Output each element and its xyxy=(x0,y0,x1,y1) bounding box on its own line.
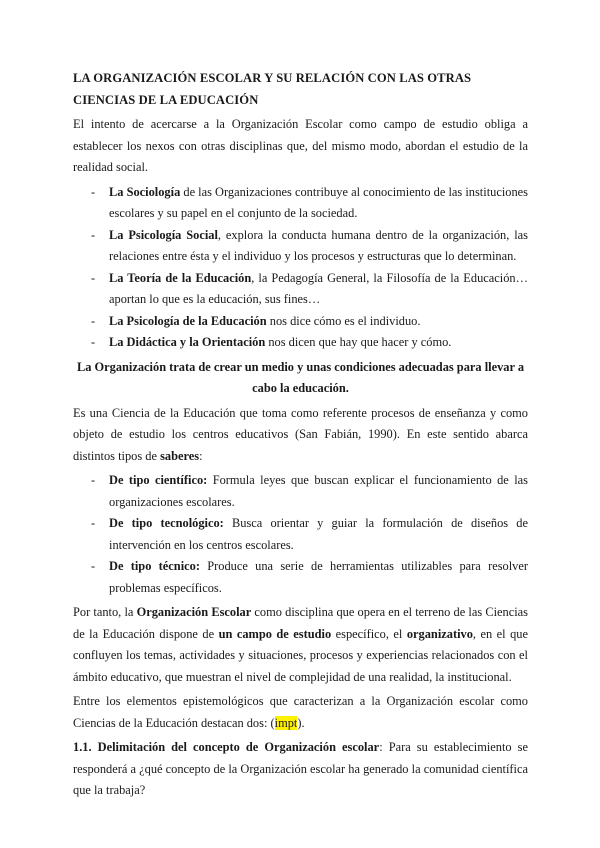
paragraph-text: : Para su establecimiento se responderá a ¿qué concepto de la Organización escolar ha generado la comunidad científica que la trabaja? xyxy=(73,740,528,797)
science-paragraph xyxy=(73,403,528,468)
paragraph-text: : xyxy=(199,448,203,463)
knowledge-types-list xyxy=(73,470,528,599)
highlighted-note: impt xyxy=(274,715,298,730)
dash-marker: - xyxy=(91,335,96,349)
paragraph-text: Entre los elementos epistemológicos que caracterizan a la Organización escolar como Ciencias de la Educación destacan dos: ( xyxy=(73,694,528,730)
list-item-psicologia-social xyxy=(73,225,528,268)
dash-marker: - xyxy=(91,313,96,328)
dash-marker: - xyxy=(91,227,96,242)
paragraph-text: Es una Ciencia de la Educación que toma como referente procesos de enseñanza y como objeto de estudio los centros educativos (San Fabián, 1990). En este sentido abarca distintos tipos de xyxy=(73,405,528,463)
paragraph-term: un campo de estudio xyxy=(218,626,332,641)
list-item-term: La Didáctica y la Orientación xyxy=(109,335,266,349)
list-item-term: De tipo tecnológico: xyxy=(109,516,224,530)
paragraph-term: saberes xyxy=(160,448,200,463)
list-item-text: nos dicen que hay que hacer y cómo. xyxy=(265,335,452,349)
list-item-psicologia-educacion xyxy=(73,311,528,333)
elements-paragraph xyxy=(73,691,528,734)
dash-marker: - xyxy=(91,270,96,285)
disciplines-list xyxy=(73,182,528,354)
dash-marker: - xyxy=(91,559,96,573)
list-item-text: nos dice cómo es el individuo. xyxy=(266,313,421,328)
list-item-tecnico xyxy=(73,556,528,599)
dash-marker: - xyxy=(91,473,96,487)
paragraph-text: ). xyxy=(297,715,305,730)
conclusion-paragraph xyxy=(73,602,528,688)
list-item-cientifico xyxy=(73,470,528,513)
list-item-term: De tipo científico: xyxy=(109,473,208,487)
section-paragraph xyxy=(73,737,528,802)
section-heading: 1.1. Delimitación del concepto de Organización escolar xyxy=(73,740,380,754)
paragraph-text: , en el que confluyen los temas, actividades y situaciones, procesos y experiencias relacionados con el ámbito educativo, que muestran el nivel de complejidad de una realidad, la institucional. xyxy=(73,626,528,684)
intro-paragraph: El intento de acercarse a la Organización Escolar como campo de estudio obliga a establecer los nexos con otras disciplinas que, del mismo modo, abordan el estudio de la realidad social. xyxy=(73,117,528,174)
list-item-term: La Psicología Social xyxy=(109,227,218,242)
list-item-sociologia xyxy=(73,182,528,225)
list-item-term: La Sociología xyxy=(109,184,181,199)
list-item-didactica xyxy=(73,332,528,354)
list-item-term: De tipo técnico: xyxy=(109,559,200,573)
list-item-text: , explora la conducta humana dentro de la organización, las relaciones entre ésta y el individuo y los procesos y estructuras que lo determinan. xyxy=(109,227,529,263)
page-title: LA ORGANIZACIÓN ESCOLAR Y SU RELACIÓN CON LAS OTRAS CIENCIAS DE LA EDUCACIÓN xyxy=(73,71,472,107)
list-item-text: Formula leyes que buscan explicar el funcionamiento de las organizaciones escolares. xyxy=(109,473,528,509)
list-item-text: , la Pedagogía General, la Filosofía de la Educación… aportan lo que es la educación, sus fines… xyxy=(109,270,528,306)
list-item-tecnologico xyxy=(73,513,528,556)
document-content xyxy=(73,68,528,805)
list-item-text: Produce una serie de herramientas utilizables para resolver problemas específicos. xyxy=(109,559,529,595)
list-item-text: Busca orientar y guiar la formulación de diseños de intervención en los centros escolares. xyxy=(109,516,529,552)
list-item-teoria-educacion xyxy=(73,268,528,311)
paragraph-term: organizativo xyxy=(406,626,473,641)
paragraph-term: Organización Escolar xyxy=(136,605,252,619)
list-item-term: La Teoría de la Educación xyxy=(109,270,252,285)
paragraph-text: específico, el xyxy=(331,626,407,641)
list-item-text: de las Organizaciones contribuye al conocimiento de las instituciones escolares y su papel en el conjunto de la sociedad. xyxy=(109,184,528,220)
paragraph-text: como disciplina que opera en el terreno de las Ciencias de la Educación dispone de xyxy=(73,605,528,641)
paragraph-text: Por tanto, la xyxy=(73,605,137,619)
dash-marker: - xyxy=(91,516,96,530)
dash-marker: - xyxy=(91,184,96,199)
centered-statement: La Organización trata de crear un medio y unas condiciones adecuadas para llevar a cabo la educación. xyxy=(76,359,525,395)
list-item-term: La Psicología de la Educación xyxy=(109,313,267,328)
